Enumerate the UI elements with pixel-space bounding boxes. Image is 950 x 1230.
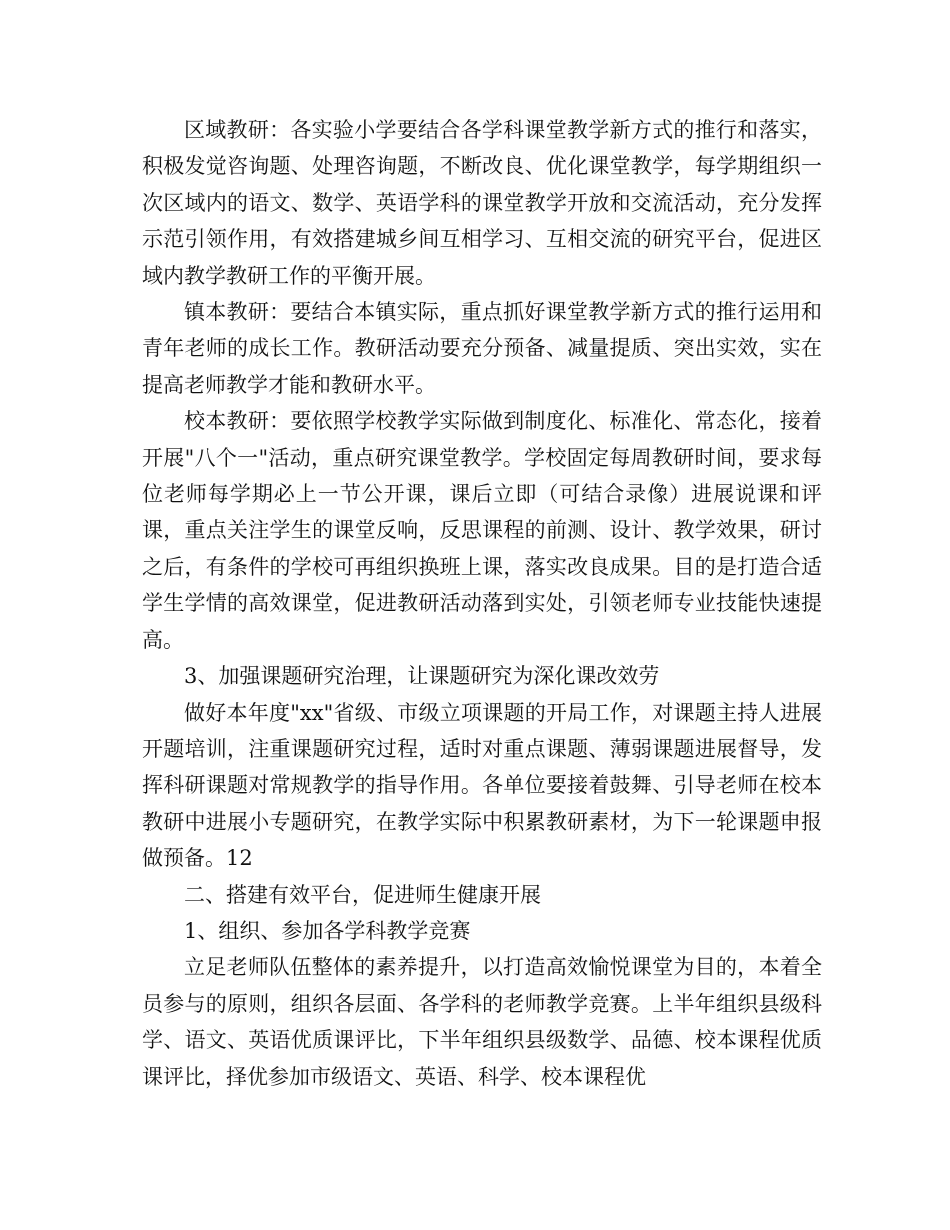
document-body — [142, 112, 822, 1095]
section-heading-competition: 1、组织、参加各学科教学竞赛 — [184, 918, 471, 943]
paragraph-school-research: 校本教研：要依照学校教学实际做到制度化、标准化、常态化，接着开展"八个一"活动，重点研究课堂教学。学校固定每周教研时间，要求每位老师每学期必上一节公开课，课后立即（可结合录像）进展说课和评课，重点关注学生的课堂反响，反思课程的前测、设计、教学效果，研讨之后，有条件的学校可再组织换班上课，落实改良成果。目的是打造合适学生学情的高效课堂，促进教研活动落到实处，引领老师专业技能快速提高。 — [142, 409, 822, 652]
paragraph-competition: 立足老师队伍整体的素养提升，以打造高效愉悦课堂为目的，本着全员参与的原则，组织各层面、各学科的老师教学竞赛。上半年组织县级科学、语文、英语优质课评比，下半年组织县级数学、品德、校本课程优质课评比，择优参加市级语文、英语、科学、校本课程优 — [142, 955, 822, 1089]
paragraph-regional-research: 区域教研：各实验小学要结合各学科课堂教学新方式的推行和落实，积极发觉咨询题、处理咨询题，不断改良、优化课堂教学，每学期组织一次区域内的语文、数学、英语学科的课堂教学开放和交流活动，充分发挥示范引领作用，有效搭建城乡间互相学习、互相交流的研究平台，促进区域内教学教研工作的平衡开展。 — [142, 118, 822, 288]
section-heading-platform: 二、搭建有效平台，促进师生健康开展 — [184, 882, 541, 907]
paragraph-town-research: 镇本教研：要结合本镇实际，重点抓好课堂教学新方式的推行运用和青年老师的成长工作。教研活动要充分预备、减量提质、突出实效，实在提高老师教学才能和教研水平。 — [142, 300, 822, 397]
paragraph-topic-research: 做好本年度"xx"省级、市级立项课题的开局工作，对课题主持人进展开题培训，注重课题研究过程，适时对重点课题、薄弱课题进展督导，发挥科研课题对常规教学的指导作用。各单位要接着鼓舞、引导老师在校本教研中进展小专题研究，在教学实际中积累教研素材，为下一轮课题申报做预备。12 — [142, 700, 822, 871]
section-heading-topic-research: 3、加强课题研究治理，让课题研究为深化课改效劳 — [184, 664, 660, 689]
